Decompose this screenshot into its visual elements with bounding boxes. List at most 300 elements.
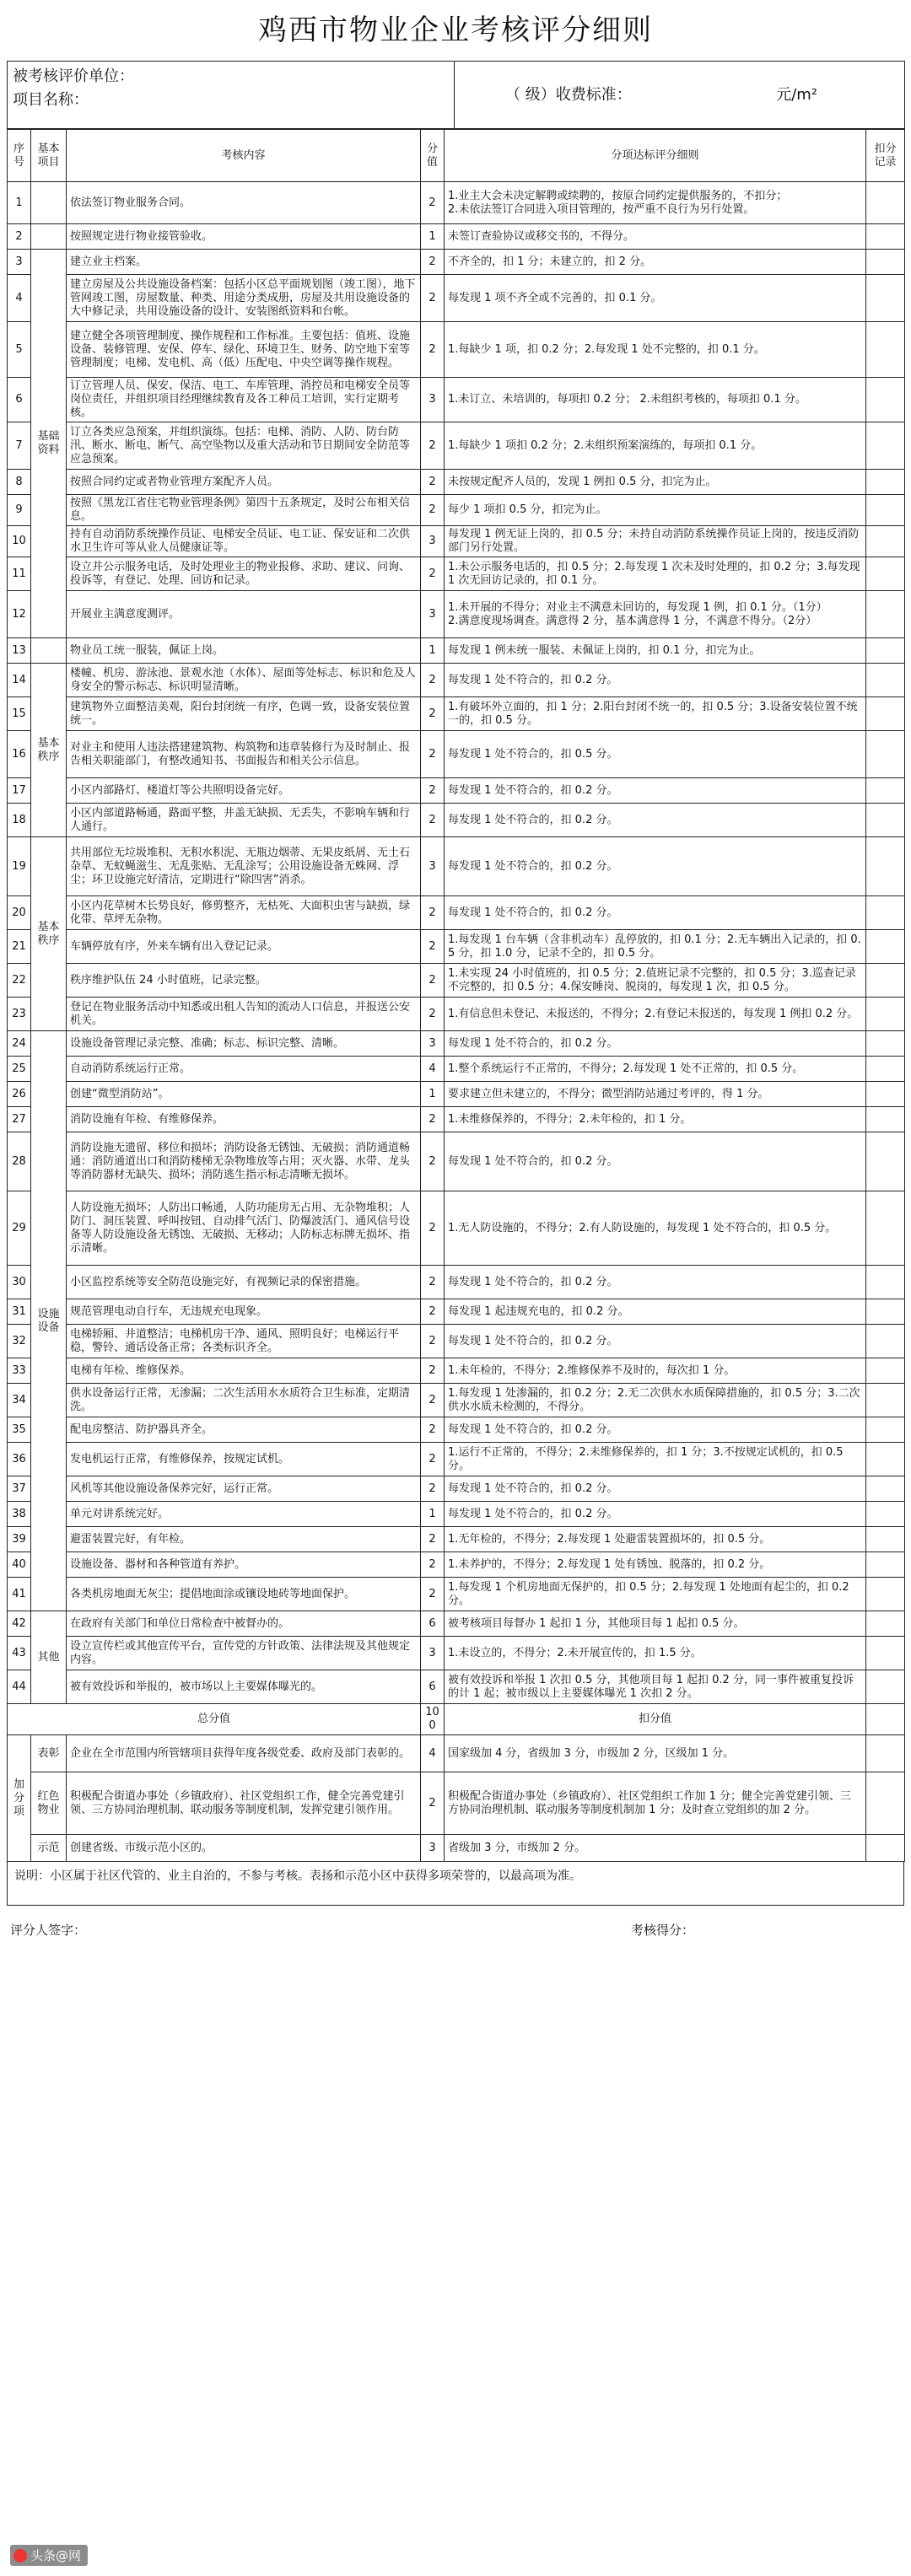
row-score: 2 [421,1132,445,1191]
row-score: 2 [421,804,445,837]
row-content: 共用部位无垃圾堆积、无积水积泥、无瓶边烟蒂、无果皮纸屑、无土石杂草、无蚊蝇滋生、无乱张贴、无乱涂写；公用设施设备无蛛网、浮尘；环卫设施完好清洁，定期进行“除四害”消杀。 [67,837,421,896]
content-header: 考核内容 [67,130,421,182]
deduct-cell [866,998,905,1031]
row-content: 依法签订物业服务合同。 [67,182,421,224]
row-number: 25 [8,1057,31,1082]
row-score: 2 [421,1443,445,1476]
row-content: 设施设备管理记录完整、准确；标志、标识完整、清晰。 [67,1031,421,1057]
row-score: 2 [421,322,445,378]
deduct-cell [866,778,905,804]
row-content: 电梯有年检、维修保养。 [67,1358,421,1384]
row-content: 小区内部路灯、楼道灯等公共照明设备完好。 [67,778,421,804]
row-number: 22 [8,964,31,998]
row-number: 42 [8,1611,31,1637]
row-number: 18 [8,804,31,837]
row-score: 1 [421,1082,445,1107]
row-content: 避雷装置完好，有年检。 [67,1527,421,1552]
deduct-cell [866,1384,905,1417]
row-content: 对业主和使用人违法搭建建筑物、构筑物和违章装修行为及时制止、报告相关职能部门，有整改通知书、书面报告和相关公示信息。 [67,731,421,778]
row-content: 供水设备运行正常，无渗漏；二次生活用水水质符合卫生标准，定期清洗。 [67,1384,421,1417]
row-criteria: 1.每缺少 1 项，扣 0.2 分；2.每发现 1 处不完整的，扣 0.1 分。 [445,322,866,378]
deduct-cell [866,275,905,322]
row-criteria: 每少 1 项扣 0.5 分，扣完为止。 [445,495,866,526]
page-title: 鸡西市物业企业考核评分细则 [258,13,653,47]
row-number: 28 [8,1132,31,1191]
row-criteria: 每发现 1 处不符合的，扣 0.2 分。 [445,804,866,837]
table-row [8,1358,905,1384]
row-content: 创建“微型消防站”。 [67,1082,421,1107]
row-criteria: 1.未订立、未培训的，每项扣 0.2 分； 2.未组织考核的，每项扣 0.1 分。 [445,378,866,422]
row-criteria: 1.整个系统运行不正常的，不得分；2.每发现 1 处不正常的，扣 0.5 分。 [445,1057,866,1082]
deduct-cell [866,224,905,250]
row-number: 39 [8,1527,31,1552]
row-score: 1 [421,638,445,664]
deduct-cell [866,1637,905,1670]
bonus-content: 积极配合街道办事处（乡镇政府）、社区党组织工作，健全完善党建引领、三方协同治理机制、联动服务等制度机制，发挥党建引领作用。 [67,1772,421,1835]
deduct-cell [866,557,905,591]
deduct-cell [866,896,905,930]
row-criteria: 未按规定配齐人员的，发现 1 例扣 0.5 分，扣完为止。 [445,470,866,495]
row-content: 登记在物业服务活动中知悉或出租人告知的流动人口信息，并报送公安机关。 [67,998,421,1031]
row-criteria: 1.未实现 24 小时值班的，扣 0.5 分；2.值班记录不完整的，扣 0.5 分；3.巡查记录不完整的，扣 0.5 分；4.保安睡岗、脱岗的，每发现 1 次，扣 0.5 分。 [445,964,866,998]
row-content: 秩序维护队伍 24 小时值班，记录完整。 [67,964,421,998]
row-number: 44 [8,1670,31,1704]
watermark-text: 头条@网 [30,2548,82,2563]
group-label: 基础资料 [31,250,67,638]
deduct-cell [866,1299,905,1325]
row-score: 2 [421,470,445,495]
row-content: 小区内花草树木长势良好，修剪整齐，无枯死、大面积虫害与缺损，绿化带、草坪无杂物。 [67,896,421,930]
bonus-name: 红色物业 [31,1772,67,1835]
deduct-cell [866,1578,905,1611]
project-label: 项目名称： [13,91,89,109]
deduct-cell [866,964,905,998]
table-row [8,1611,905,1637]
deduct-cell [866,930,905,964]
basic-item-header: 基本项目 [31,130,67,182]
row-number: 1 [8,182,31,224]
deduct-cell [866,1502,905,1527]
row-score: 3 [421,378,445,422]
table-row [8,1417,905,1443]
row-score: 2 [421,1191,445,1266]
row-number: 14 [8,664,31,697]
deduct-cell [866,697,905,731]
bonus-content: 企业在全市范围内所管辖项目获得年度各级党委、政府及部门表彰的。 [67,1735,421,1772]
row-content: 单元对讲系统完好。 [67,1502,421,1527]
row-number: 3 [8,250,31,275]
deduct-cell [866,1031,905,1057]
row-score: 3 [421,1637,445,1670]
row-content: 订立管理人员、保安、保洁、电工、车库管理、消控员和电梯安全员等岗位责任，并组织项目经理继续教育及各工种员工培训，实行定期考核。 [67,378,421,422]
total-label: 总分值 [8,1704,421,1735]
row-criteria: 每发现 1 处不符合的，扣 0.2 分。 [445,837,866,896]
row-content: 小区内部道路畅通，路面平整，井盖无缺损、无丢失，不影响车辆和行人通行。 [67,804,421,837]
fee-unit: 元/m² [776,85,818,104]
table-row [8,1107,905,1132]
row-number: 23 [8,998,31,1031]
table-row [8,964,905,998]
row-criteria: 未签订查验协议或移交书的，不得分。 [445,224,866,250]
bonus-label: 加分项 [8,1735,31,1862]
row-score: 2 [421,495,445,526]
bonus-row [8,1835,905,1862]
row-content: 建立业主档案。 [67,250,421,275]
row-score: 2 [421,1476,445,1502]
table-row [8,930,905,964]
row-score: 3 [421,837,445,896]
row-content: 电梯轿厢、井道整洁；电梯机房干净、通风、照明良好；电梯运行平稳，警铃、通话设备正常；各类标识齐全。 [67,1325,421,1358]
score-label: 考核得分： [631,1923,695,1938]
table-row [8,224,905,250]
row-content: 人防设施无损坏；人防出口畅通，人防功能房无占用、无杂物堆积；人防门、洞压装置、呼叫按钮、自动排气活门、防爆波活门、通风信号设备等人防设施设备无锈蚀、无破损、无移动；人防标志标牌无损坏、指示清晰。 [67,1191,421,1266]
seq-header: 序号 [8,130,31,182]
empty-cell [31,182,67,224]
bonus-row [8,1735,905,1772]
scoring-table [7,129,905,1862]
row-content: 自动消防系统运行正常。 [67,1057,421,1082]
row-content: 设施设备、器材和各种管道有养护。 [67,1552,421,1578]
table-row [8,1476,905,1502]
row-score: 2 [421,964,445,998]
row-score: 3 [421,526,445,557]
signature-row [7,1906,904,1953]
row-criteria: 1.无年检的，不得分；2.每发现 1 处避雷装置损坏的，扣 0.5 分。 [445,1527,866,1552]
bonus-criteria: 省级加 3 分，市级加 2 分。 [445,1835,866,1862]
score-header: 分值 [421,130,445,182]
reviewer-label: 评分人签字： [10,1923,87,1938]
row-number: 15 [8,697,31,731]
row-criteria: 每发现 1 处不符合的，扣 0.2 分。 [445,664,866,697]
row-criteria: 要求建立但未建立的，不得分；微型消防站通过考评的，得 1 分。 [445,1082,866,1107]
deduct-cell [866,1611,905,1637]
row-number: 16 [8,731,31,778]
deduct-header: 扣分记录 [866,130,905,182]
row-number: 11 [8,557,31,591]
unit-label: 被考核评价单位： [13,67,134,85]
row-content: 消防设施有年检、有维修保养。 [67,1107,421,1132]
row-number: 5 [8,322,31,378]
deduct-cell [866,1417,905,1443]
deduct-cell [866,1670,905,1704]
bonus-content: 创建省级、市级示范小区的。 [67,1835,421,1862]
row-number: 43 [8,1637,31,1670]
deduct-cell [866,322,905,378]
table-row [8,275,905,322]
fee-label: （ 级）收费标准： [505,85,632,104]
table-row [8,837,905,896]
deduct-cell [866,591,905,638]
total-value: 100 [421,1704,445,1735]
row-score: 2 [421,1299,445,1325]
table-row [8,1057,905,1082]
row-content: 建立房屋及公共设施设备档案：包括小区总平面规划图（竣工图），地下管网竣工图，房屋数量、种类、用途分类成册，房屋及共用设施设备的大中修记录，共用设施设备的设计、安装图纸资料和台帐。 [67,275,421,322]
row-number: 31 [8,1299,31,1325]
group-label: 设施设备 [31,1031,67,1611]
row-number: 33 [8,1358,31,1384]
row-number: 4 [8,275,31,322]
deduct-cell [866,1107,905,1132]
row-criteria: 每发现 1 项不齐全或不完善的，扣 0.1 分。 [445,275,866,322]
row-number: 41 [8,1578,31,1611]
row-number: 24 [8,1031,31,1057]
table-row [8,1132,905,1191]
row-score: 1 [421,224,445,250]
row-score: 2 [421,664,445,697]
row-score: 2 [421,896,445,930]
row-score: 2 [421,182,445,224]
logo-icon [13,2549,27,2563]
row-score: 2 [421,731,445,778]
row-criteria: 每发现 1 处不符合的，扣 0.2 分。 [445,1417,866,1443]
table-row [8,1299,905,1325]
row-number: 17 [8,778,31,804]
row-criteria: 每发现 1 例无证上岗的，扣 0.5 分；未持自动消防系统操作员证上岗的，按违反消防部门另行处置。 [445,526,866,557]
row-number: 36 [8,1443,31,1476]
table-row [8,1637,905,1670]
row-number: 29 [8,1191,31,1266]
row-score: 2 [421,1578,445,1611]
row-criteria: 1.未养护的，不得分；2.每发现 1 处有锈蚀、脱落的，扣 0.2 分。 [445,1552,866,1578]
row-score: 2 [421,1266,445,1299]
row-number: 37 [8,1476,31,1502]
table-row [8,1384,905,1417]
deduct-cell [866,378,905,422]
bonus-score: 4 [421,1735,445,1772]
deduct-label: 扣分值 [445,1704,866,1735]
deduct-cell [866,1325,905,1358]
row-content: 按照规定进行物业接管验收。 [67,224,421,250]
deduct-total [866,1704,905,1735]
deduct-cell [866,1266,905,1299]
row-content: 小区监控系统等安全防范设施完好，有视频记录的保密措施。 [67,1266,421,1299]
bonus-score: 3 [421,1835,445,1862]
table-row [8,557,905,591]
table-row [8,1266,905,1299]
table-row [8,896,905,930]
row-score: 4 [421,1057,445,1082]
row-content: 按照合同约定或者物业管理方案配齐人员。 [67,470,421,495]
row-number: 13 [8,638,31,664]
row-criteria: 1.每发现 1 台车辆（含非机动车）乱停放的，扣 0.1 分；2.无车辆出入记录的，扣 0.5 分，扣 1.0 分，记录不全的，扣 0.5 分。 [445,930,866,964]
table-row [8,778,905,804]
row-criteria: 1.每发现 1 个机房地面无保护的，扣 0.5 分；2.每发现 1 处地面有起尘的，扣 0.2 分。 [445,1578,866,1611]
table-row [8,1552,905,1578]
row-score: 2 [421,1552,445,1578]
row-number: 2 [8,224,31,250]
row-content: 规范管理电动自行车，无违规充电现象。 [67,1299,421,1325]
row-content: 消防设施无遗留、移位和损坏；消防设备无锈蚀、无破损；消防通道畅通：消防通道出口和消防楼梯无杂物堆放等占用；灭火器、水带、龙头等消防器材无缺失、损坏；消防逃生指示标志清晰无损坏。 [67,1132,421,1191]
deduct-cell [866,1132,905,1191]
deduct-cell [866,664,905,697]
deduct-cell [866,1476,905,1502]
row-criteria: 1.无人防设施的，不得分；2.有人防设施的，每发现 1 处不符合的，扣 0.5 分。 [445,1191,866,1266]
row-content: 车辆停放有序，外来车辆有出入登记记录。 [67,930,421,964]
row-criteria: 1.业主大会未决定解聘或续聘的，按原合同约定提供服务的，不扣分； 2.未依法签订合同进入项目管理的，按严重不良行为另行处置。 [445,182,866,224]
row-criteria: 每发现 1 处不符合的，扣 0.2 分。 [445,1476,866,1502]
row-score: 2 [421,557,445,591]
row-score: 2 [421,422,445,470]
table-row [8,638,905,664]
row-score: 2 [421,1107,445,1132]
row-number: 38 [8,1502,31,1527]
deduct-cell [866,1552,905,1578]
empty-cell [31,638,67,664]
row-number: 32 [8,1325,31,1358]
deduct-cell [866,422,905,470]
row-score: 2 [421,1358,445,1384]
row-score: 2 [421,1417,445,1443]
deduct-cell [866,182,905,224]
table-row [8,1082,905,1107]
row-score: 3 [421,1031,445,1057]
table-row [8,422,905,470]
table-row [8,250,905,275]
table-row [8,1578,905,1611]
row-criteria: 1.有破坏外立面的，扣 1 分；2.阳台封闭不统一的，扣 0.5 分；3.设备安装位置不统一的，扣 0.5 分。 [445,697,866,731]
row-score: 2 [421,930,445,964]
row-content: 在政府有关部门和单位日常检查中被督办的。 [67,1611,421,1637]
deduct-cell [866,526,905,557]
row-score: 6 [421,1611,445,1637]
row-score: 6 [421,1670,445,1704]
row-content: 按照《黑龙江省住宅物业管理条例》第四十五条规定，及时公布相关信息。 [67,495,421,526]
row-number: 7 [8,422,31,470]
bonus-row [8,1772,905,1835]
row-number: 30 [8,1266,31,1299]
row-score: 2 [421,1384,445,1417]
bonus-deduct [866,1772,905,1835]
table-row [8,1443,905,1476]
row-criteria: 被有效投诉和举报 1 次扣 0.5 分，其他项目每 1 起扣 0.2 分，同一事件被重复投诉的计 1 起；被市级以上主要媒体曝光 1 次扣 2 分。 [445,1670,866,1704]
row-number: 20 [8,896,31,930]
row-content: 建筑物外立面整洁美观，阳台封闭统一有序，色调一致，设备安装位置统一。 [67,697,421,731]
row-number: 26 [8,1082,31,1107]
group-label: 其他 [31,1611,67,1704]
header-table [7,61,905,129]
row-content: 建立健全各项管理制度、操作规程和工作标准。主要包括：值班、设施设备、装修管理、安保、停车、绿化、环境卫生、财务、防空地下室等管理制度；电梯、发电机、高（低）压配电、中央空调等操作规程。 [67,322,421,378]
bonus-name: 示范 [31,1835,67,1862]
page [7,0,904,1953]
deduct-cell [866,495,905,526]
note: 说明：小区属于社区代管的、业主自治的，不参与考核。表扬和示范小区中获得多项荣誉的，以最高项为准。 [7,1862,904,1906]
table-row [8,182,905,224]
bonus-deduct [866,1835,905,1862]
row-content: 被有效投诉和举报的，被市场以上主要媒体曝光的。 [67,1670,421,1704]
row-score: 2 [421,250,445,275]
table-row [8,697,905,731]
watermark [10,2545,88,2566]
deduct-cell [866,1443,905,1476]
row-content: 持有自动消防系统操作员证、电梯安全员证、电工证、保安证和二次供水卫生许可等从业人员健康证等。 [67,526,421,557]
bonus-name: 表彰 [31,1735,67,1772]
row-content: 风机等其他设施设备保养完好，运行正常。 [67,1476,421,1502]
table-row [8,470,905,495]
bonus-criteria: 国家级加 4 分，省级加 3 分，市级加 2 分，区级加 1 分。 [445,1735,866,1772]
table-row [8,1325,905,1358]
row-criteria: 1.每缺少 1 项扣 0.2 分；2.未组织预案演练的，每项扣 0.1 分。 [445,422,866,470]
row-number: 8 [8,470,31,495]
row-number: 10 [8,526,31,557]
table-row [8,1191,905,1266]
row-criteria: 1.未设立的，不得分；2.未开展宣传的，扣 1.5 分。 [445,1637,866,1670]
row-content: 发电机运行正常，有维修保养，按规定试机。 [67,1443,421,1476]
row-criteria: 每发现 1 处不符合的，扣 0.2 分。 [445,1325,866,1358]
row-criteria: 不齐全的，扣 1 分；未建立的，扣 2 分。 [445,250,866,275]
table-row [8,1670,905,1704]
row-score: 2 [421,998,445,1031]
group-label: 基本秩序 [31,664,67,837]
row-content: 订立各类应急预案，并组织演练。包括：电梯、消防、人防、防台防汛、断水、断电、断气、高空坠物以及重大活动和节日期间安全防范等应急预案。 [67,422,421,470]
row-score: 2 [421,1527,445,1552]
row-score: 3 [421,591,445,638]
deduct-cell [866,804,905,837]
row-criteria: 每发现 1 处不符合的，扣 0.2 分。 [445,896,866,930]
deduct-cell [866,1057,905,1082]
table-row [8,998,905,1031]
row-number: 40 [8,1552,31,1578]
row-number: 9 [8,495,31,526]
table-row [8,1502,905,1527]
row-number: 27 [8,1107,31,1132]
table-row [8,322,905,378]
row-criteria: 每发现 1 例未统一服装、未佩证上岗的，扣 0.1 分，扣完为止。 [445,638,866,664]
deduct-cell [866,1358,905,1384]
row-score: 2 [421,1325,445,1358]
row-score: 2 [421,275,445,322]
row-criteria: 每发现 1 处不符合的，扣 0.2 分。 [445,1502,866,1527]
row-content: 楼幢、机房、游泳池、景观水池（水体）、屋面等处标志、标识和危及人身安全的警示标志、标识明显清晰。 [67,664,421,697]
row-criteria: 每发现 1 处不符合的，扣 0.2 分。 [445,1031,866,1057]
row-criteria: 1.未年检的，不得分；2.维修保养不及时的，每次扣 1 分。 [445,1358,866,1384]
empty-cell [31,224,67,250]
bonus-criteria: 积极配合街道办事处（乡镇政府）、社区党组织工作加 1 分；健全完善党建引领、三方协同治理机制、联动服务等制度机制加 1 分；及时查立党组织的加 2 分。 [445,1772,866,1835]
table-row [8,378,905,422]
table-row [8,526,905,557]
row-criteria: 1.每发现 1 处渗漏的，扣 0.2 分；2.无二次供水水质保障措施的，扣 0.5 分；3.二次供水水质未检测的，不得分。 [445,1384,866,1417]
row-number: 6 [8,378,31,422]
table-row [8,495,905,526]
row-content: 各类机房地面无灰尘；提倡地面涂或镶设地砖等地面保护。 [67,1578,421,1611]
table-row [8,664,905,697]
deduct-cell [866,837,905,896]
deduct-cell [866,470,905,495]
row-criteria: 1.未维修保养的，不得分；2.未年检的，扣 1 分。 [445,1107,866,1132]
row-criteria: 1.有信息但未登记、未报送的，不得分；2.有登记未报送的，每发现 1 例扣 0.2 分。 [445,998,866,1031]
row-criteria: 被考核项目每督办 1 起扣 1 分，其他项目每 1 起扣 0.5 分。 [445,1611,866,1637]
table-row [8,731,905,778]
group-label: 基本秩序 [31,837,67,1031]
row-number: 19 [8,837,31,896]
row-criteria: 每发现 1 处不符合的，扣 0.2 分。 [445,778,866,804]
bonus-deduct [866,1735,905,1772]
deduct-cell [866,638,905,664]
row-criteria: 1.运行不正常的，不得分；2.未维修保养的，扣 1 分；3.不按规定试机的，扣 0.5 分。 [445,1443,866,1476]
row-content: 配电房整洁、防护器具齐全。 [67,1417,421,1443]
row-number: 12 [8,591,31,638]
row-score: 2 [421,697,445,731]
criteria-header: 分项达标评分细则 [445,130,866,182]
row-criteria: 1.未公示服务电话的，扣 0.5 分；2.每发现 1 次未及时处理的，扣 0.2 分；3.每发现 1 次无回访记录的，扣 0.1 分。 [445,557,866,591]
table-row [8,804,905,837]
deduct-cell [866,731,905,778]
row-criteria: 1.未开展的不得分；对业主不满意未回访的，每发现 1 例，扣 0.1 分。（1分） 2.满意度现场调查。满意得 2 分，基本满意得 1 分，不满意不得分。（2分） [445,591,866,638]
row-criteria: 每发现 1 处不符合的，扣 0.5 分。 [445,731,866,778]
row-number: 35 [8,1417,31,1443]
deduct-cell [866,1082,905,1107]
row-content: 物业员工统一服装，佩证上岗。 [67,638,421,664]
table-row [8,1527,905,1552]
